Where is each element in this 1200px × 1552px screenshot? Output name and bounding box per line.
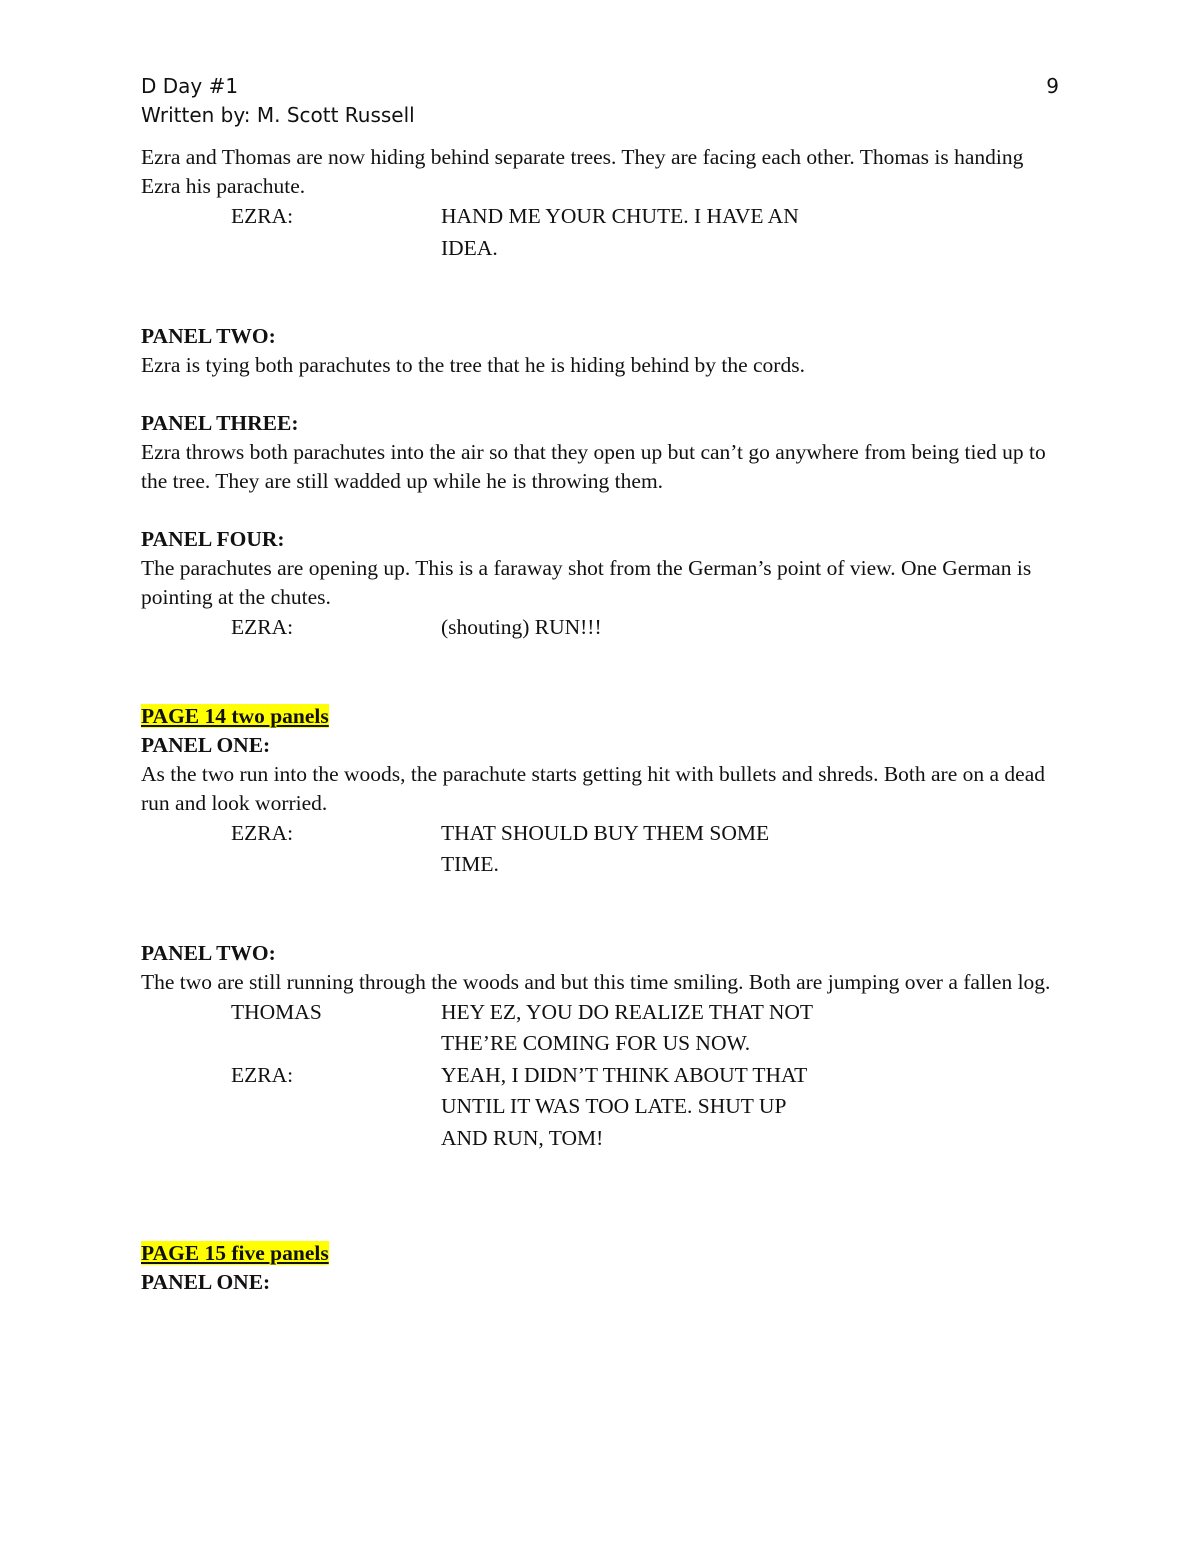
panel-heading: PANEL ONE: [141, 732, 271, 757]
dialogue-line: THAT SHOULD BUY THEM SOME TIME. [441, 820, 770, 876]
speaker-name: EZRA: [231, 820, 294, 845]
document-title: D Day #1 [141, 74, 239, 98]
page-marker [141, 1239, 1061, 1268]
speaker-name: THOMAS [231, 999, 322, 1024]
page-marker-label: PAGE 15 five panels [141, 1241, 329, 1265]
panel-description: Ezra and Thomas are now hiding behind separate trees. They are facing each other. Thomas is handing Ezra his parachute. [141, 145, 1024, 198]
page-header [141, 72, 1059, 130]
dialogue-row [141, 818, 1061, 881]
panel-description: Ezra throws both parachutes into the air so that they open up but can’t go anywhere from being tied up to the tree. They are still wadded up while he is throwing them. [141, 440, 1046, 493]
script-body [141, 143, 1061, 1297]
author-line: Written by: M. Scott Russell [141, 103, 415, 127]
dialogue-line: YEAH, I DIDN’T THINK ABOUT THAT UNTIL IT WAS TOO LATE. SHUT UP AND RUN, TOM! [441, 1062, 807, 1150]
dialogue-row [141, 201, 1061, 264]
dialogue-row [141, 612, 1061, 644]
panel-description: As the two run into the woods, the parachute starts getting hit with bullets and shreds. Both are on a dead run and look worried. [141, 761, 1046, 815]
dialogue-line: HAND ME YOUR CHUTE. I HAVE AN IDEA. [441, 204, 799, 260]
dialogue-line: (shouting) RUN!!! [441, 615, 602, 639]
speaker-name: EZRA: [231, 204, 294, 228]
panel-description: The two are still running through the woods and but this time smiling. Both are jumping over a fallen log. [141, 969, 1051, 994]
panel-heading: PANEL FOUR: [141, 527, 285, 551]
panel-description: The parachutes are opening up. This is a faraway shot from the German’s point of view. One German is pointing at the chutes. [141, 556, 1032, 609]
speaker-name: EZRA: [231, 615, 294, 639]
page-marker [141, 702, 1061, 731]
speaker-name: EZRA: [231, 1062, 294, 1087]
panel-heading: PANEL TWO: [141, 324, 276, 348]
dialogue-row [141, 997, 1061, 1060]
page-number: 9 [1046, 74, 1059, 98]
dialogue-line: HEY EZ, YOU DO REALIZE THAT NOT THE’RE COMING FOR US NOW. [441, 999, 813, 1055]
panel-heading: PANEL TWO: [141, 940, 276, 965]
panel-heading: PANEL THREE: [141, 411, 299, 435]
panel-heading: PANEL ONE: [141, 1270, 271, 1294]
panel-description: Ezra is tying both parachutes to the tree that he is hiding behind by the cords. [141, 353, 805, 377]
page-marker-label: PAGE 14 two panels [141, 703, 329, 728]
dialogue-row [141, 1060, 1061, 1155]
